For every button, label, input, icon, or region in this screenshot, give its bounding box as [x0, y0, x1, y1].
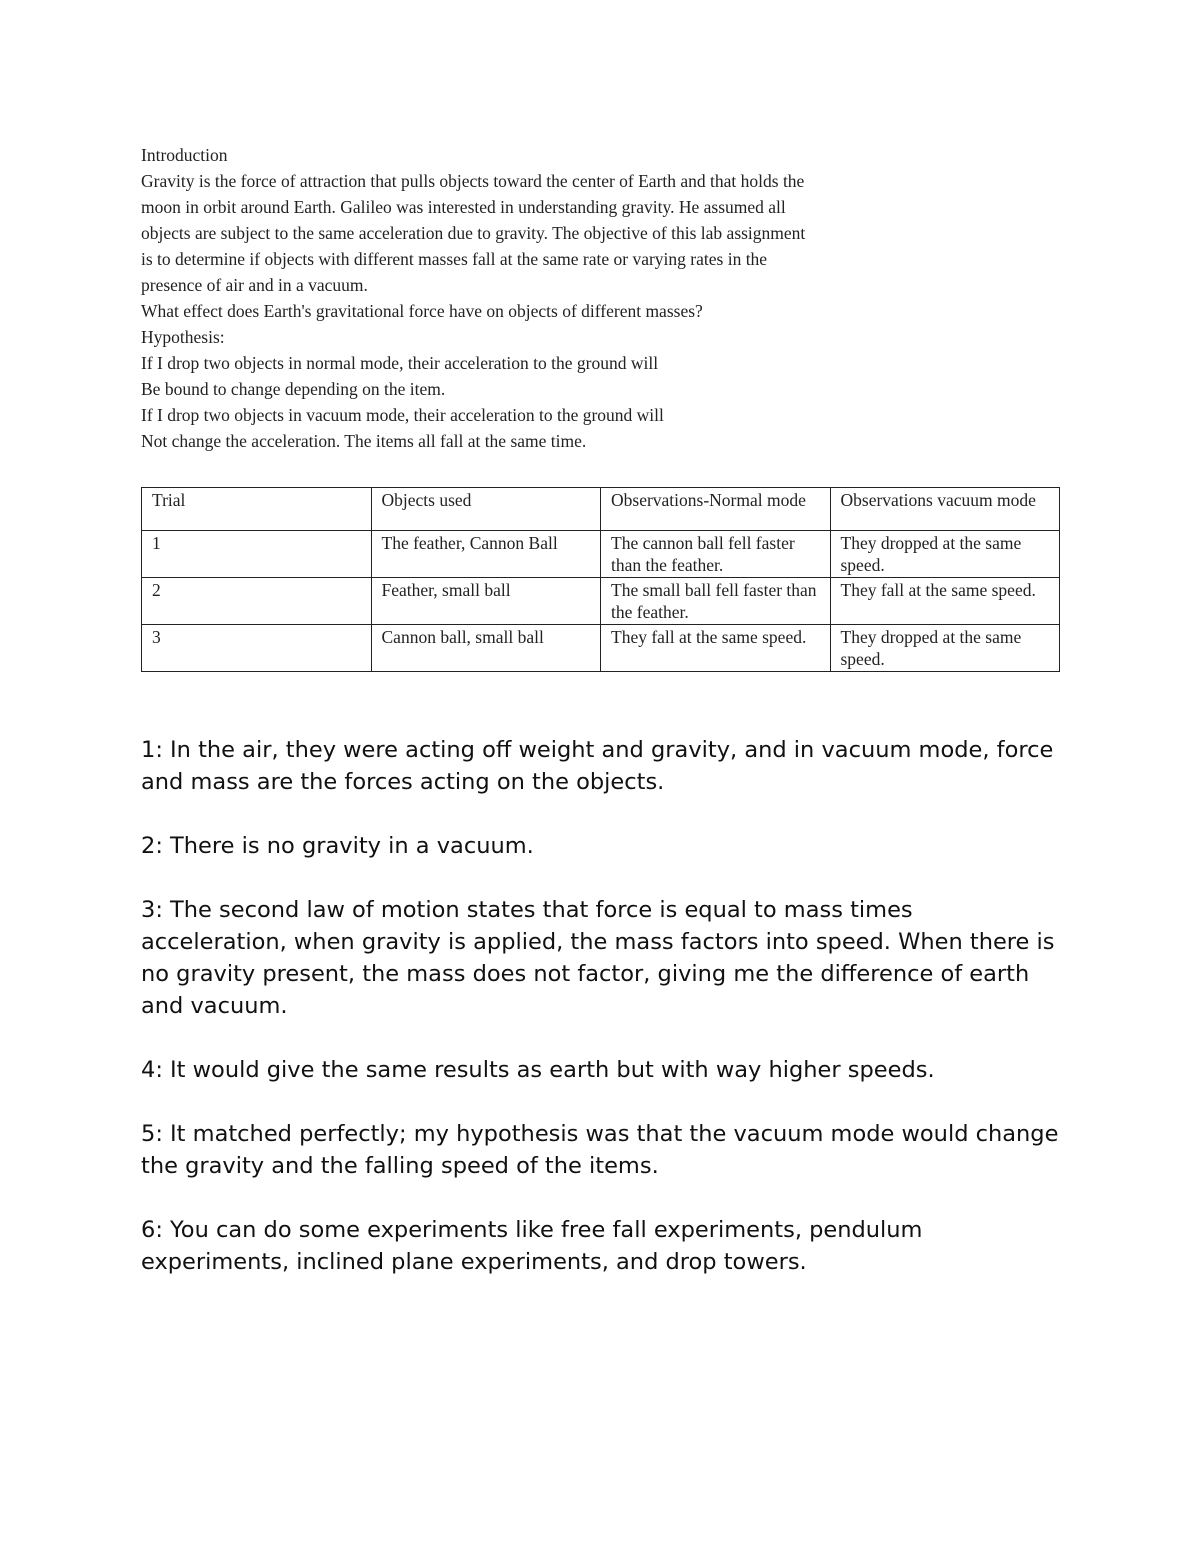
header-objects-used: Objects used: [371, 488, 601, 531]
answer-1: 1: In the air, they were acting off weight and gravity, and in vacuum mode, force and mass are the forces acting on the objects.: [141, 737, 1054, 795]
table-cell: They dropped at the same speed.: [830, 625, 1060, 672]
table-cell: The cannon ball fell faster than the feather.: [601, 531, 831, 578]
research-question: What effect does Earth's gravitational force have on objects of different masses?: [141, 301, 703, 321]
table-cell: 2: [142, 578, 372, 625]
answer-6: 6: You can do some experiments like free fall experiments, pendulum experiments, inclined plane experiments, and drop towers.: [141, 1217, 923, 1275]
table-row: [142, 531, 1060, 578]
table-row: [142, 625, 1060, 672]
table-cell: Cannon ball, small ball: [371, 625, 601, 672]
hypothesis-line: Not change the acceleration. The items all fall at the same time.: [141, 431, 587, 451]
hypothesis-line: Be bound to change depending on the item.: [141, 379, 446, 399]
introduction-heading: Introduction: [141, 145, 228, 165]
intro-line: presence of air and in a vacuum.: [141, 275, 368, 295]
intro-line: Gravity is the force of attraction that pulls objects toward the center of Earth and that holds the: [141, 171, 805, 191]
table-cell: 1: [142, 531, 372, 578]
table-cell: Feather, small ball: [371, 578, 601, 625]
answer-5: 5: It matched perfectly; my hypothesis was that the vacuum mode would change the gravity and the falling speed of the items.: [141, 1121, 1059, 1179]
answers-section: [141, 734, 1061, 1310]
hypothesis-line: If I drop two objects in vacuum mode, their acceleration to the ground will: [141, 405, 664, 425]
hypothesis-line: If I drop two objects in normal mode, their acceleration to the ground will: [141, 353, 659, 373]
table-header-row: [142, 488, 1060, 531]
hypothesis-label: Hypothesis:: [141, 327, 225, 347]
table-cell: They fall at the same speed.: [601, 625, 831, 672]
intro-line: objects are subject to the same acceleration due to gravity. The objective of this lab assignment: [141, 223, 806, 243]
observations-table: [141, 487, 1060, 672]
table-cell: They fall at the same speed.: [830, 578, 1060, 625]
intro-line: moon in orbit around Earth. Galileo was interested in understanding gravity. He assumed all: [141, 197, 786, 217]
table-cell: 3: [142, 625, 372, 672]
table-cell: The feather, Cannon Ball: [371, 531, 601, 578]
answer-2: 2: There is no gravity in a vacuum.: [141, 833, 534, 859]
header-observations-normal: Observations-Normal mode: [601, 488, 831, 531]
table-cell: The small ball fell faster than the feather.: [601, 578, 831, 625]
intro-line: is to determine if objects with different masses fall at the same rate or varying rates in the: [141, 249, 768, 269]
header-observations-vacuum: Observations vacuum mode: [830, 488, 1060, 531]
table-row: [142, 578, 1060, 625]
answer-3: 3: The second law of motion states that force is equal to mass times acceleration, when gravity is applied, the mass factors into speed. When there is no gravity present, the mass does not factor, giving me the difference of earth and vacuum.: [141, 897, 1055, 1019]
answer-4: 4: It would give the same results as earth but with way higher speeds.: [141, 1057, 935, 1083]
header-trial: Trial: [142, 488, 372, 531]
introduction-section: [141, 142, 921, 454]
table-cell: They dropped at the same speed.: [830, 531, 1060, 578]
